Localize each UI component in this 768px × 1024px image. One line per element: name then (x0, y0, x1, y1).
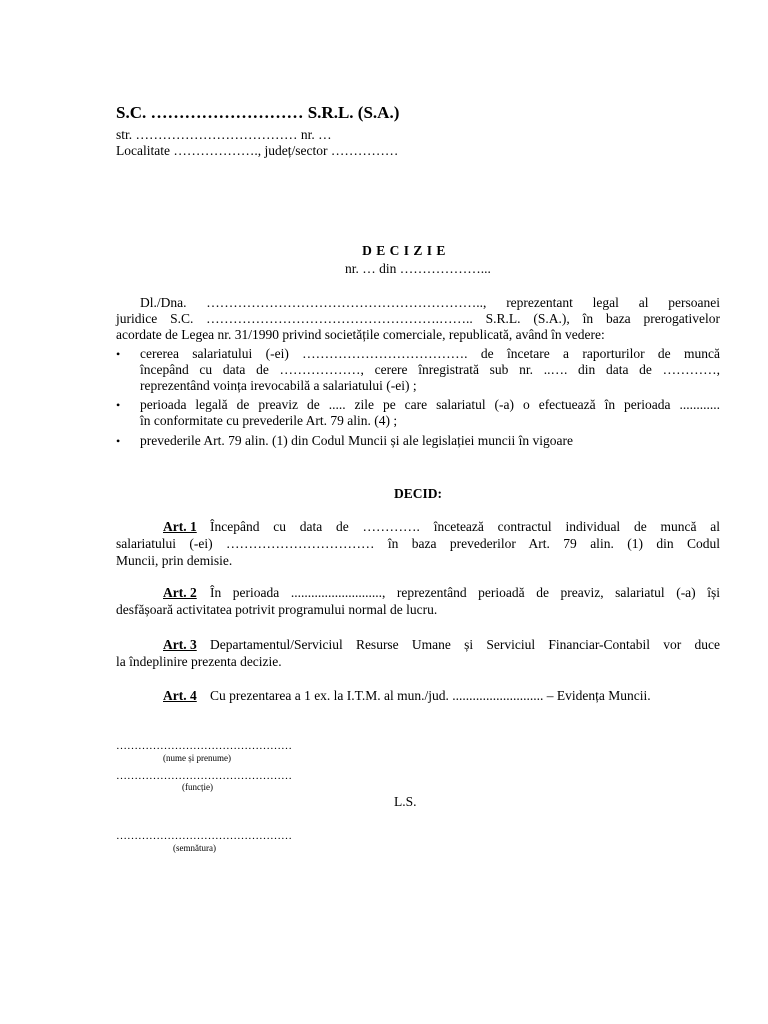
bullet-3-line-1: prevederile Art. 79 alin. (1) din Codul Muncii și ale legislației muncii în vigoare (140, 433, 574, 448)
bullet-icon: • (116, 347, 121, 361)
art-3-label (163, 637, 197, 653)
bullet-2-line-2: în conformitate cu prevederile Art. 79 alin. (4) ; (140, 413, 398, 428)
intro-word: al (638, 295, 649, 310)
locality-line: Localitate ………………., județ/sector …………… (116, 143, 399, 158)
name-caption: (nume și prenume) (163, 753, 231, 763)
art-4-line-1: Cu prezentarea a 1 ex. la I.T.M. al mun./jud. ........................... – Evidența Muncii. (210, 688, 651, 703)
art-3-line-1: Departamentul/Serviciul Resurse Umane și Serviciul Financiar-Contabil vor duce (210, 637, 720, 652)
ls-stamp-label: L.S. (394, 794, 417, 809)
bullet-1-line-1: cererea salariatului (-ei) ………………………………. de încetare a raporturilor de muncă (140, 346, 720, 361)
intro-line-1 (140, 295, 720, 311)
street-line: str. ……………………………… nr. … (116, 127, 332, 142)
decid-heading: DECID: (393, 486, 442, 501)
intro-word: legal (592, 295, 619, 310)
signature-caption: (semnătura) (173, 843, 216, 853)
function-caption: (funcție) (182, 782, 213, 792)
art-1-line-3: Muncii, prin demisie. (116, 553, 233, 568)
art-4-label (163, 688, 197, 704)
article-label: Art. 2 (163, 585, 197, 600)
intro-word: reprezentant (506, 295, 573, 310)
bullet-icon: • (116, 398, 121, 412)
bullet-2-line-1: perioada legală de preaviz de ..... zile pe care salariatul (-a) o efectuează în perioada ............ (140, 397, 720, 412)
intro-line-3: acordate de Legea nr. 31/1990 privind societățile comerciale, republicată, având în vedere: (116, 327, 605, 342)
art-1-line-2: salariatului (-ei) …………………………… în baza prevederilor Art. 79 alin. (1) din Codul (116, 536, 720, 551)
article-label: Art. 1 (163, 519, 197, 534)
intro-line-2: juridice S.C. …………………………………………….…….. S.R.L. (S.A.), în baza prerogativelor (116, 311, 720, 326)
art-2-line-2: desfășoară activitatea potrivit programului normal de lucru. (116, 602, 438, 617)
decision-number: nr. … din ………………... (345, 261, 491, 276)
article-label: Art. 4 (163, 688, 197, 703)
signature-dots: ………………………………………… (116, 830, 292, 842)
bullet-1-line-2: începând cu data de ………………, cerere înregistrată sub nr. ..…. din data de …………, (140, 362, 720, 377)
name-dots: ………………………………………… (116, 740, 292, 752)
document-title: D E C I Z I E (362, 243, 446, 258)
intro-word: persoanei (668, 295, 720, 310)
art-2-line-1: În perioada ..........................., reprezentând perioadă de preaviz, salariatul (-a) își (210, 585, 720, 600)
intro-name-dots: …………………………………………………….., (206, 295, 487, 310)
company-header: S.C. ……………………… S.R.L. (S.A.) (116, 103, 400, 122)
art-1-line-1: Începând cu data de …………. încetează contractul individual de muncă al (210, 519, 720, 534)
article-label: Art. 3 (163, 637, 197, 652)
bullet-icon: • (116, 434, 121, 448)
bullet-1-line-3: reprezentând voința irevocabilă a salariatului (-ei) ; (140, 378, 417, 393)
art-1-label (163, 519, 197, 535)
art-3-line-2: la îndeplinire prezenta decizie. (116, 654, 282, 669)
art-2-label (163, 585, 197, 601)
intro-dl-label: Dl./Dna. (140, 295, 187, 310)
function-dots: ………………………………………… (116, 770, 292, 782)
